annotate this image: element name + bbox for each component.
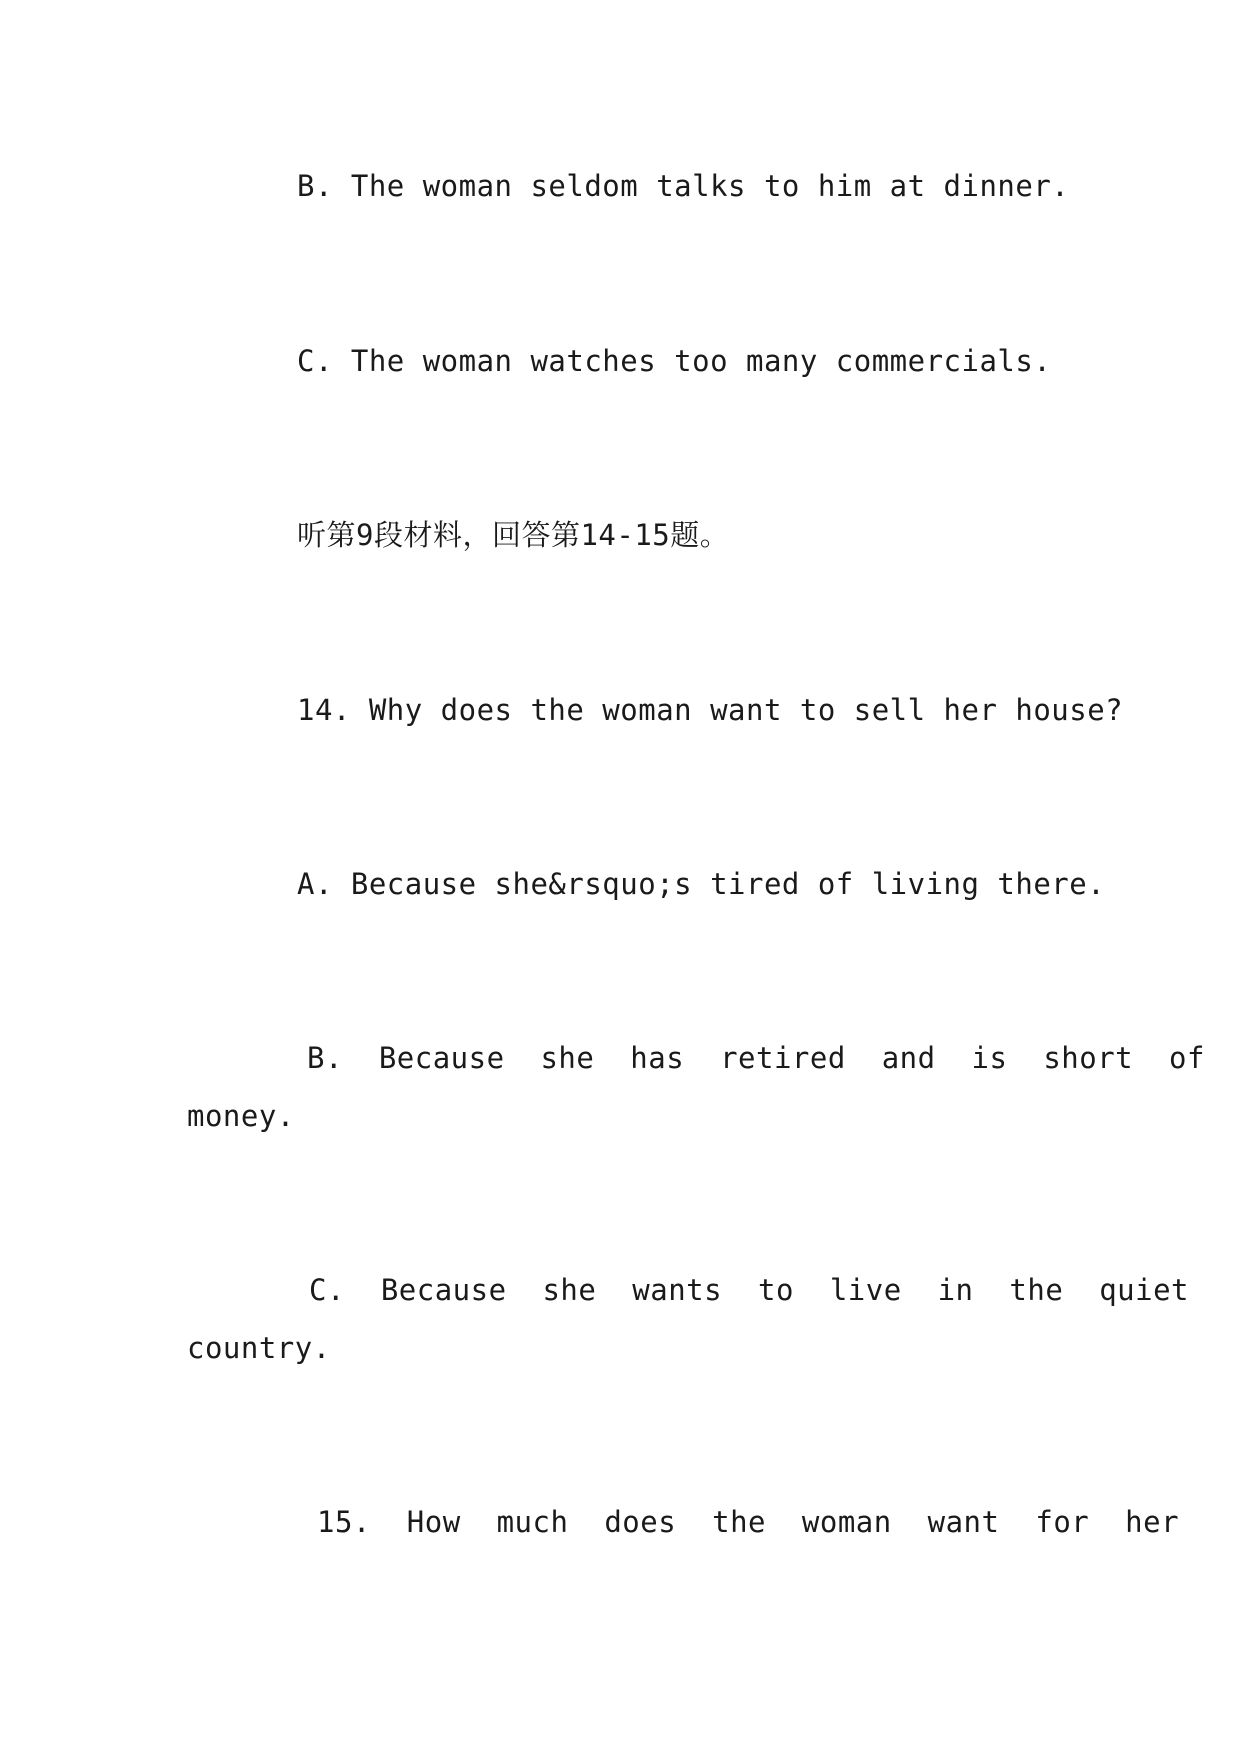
q15-question: 15. How much does the woman want for her <box>317 1505 1180 1539</box>
q14-option-a: A. Because she&rsquo;s tired of living there. <box>297 867 1106 901</box>
q14-question: 14. Why does the woman want to sell her house? <box>297 693 1124 727</box>
section-instruction: 听第9段材料，回答第14-15题。 <box>297 518 730 552</box>
q14-option-c-continued: country. <box>187 1331 331 1365</box>
q14-option-c: C. Because she wants to live in the quiet <box>309 1273 1190 1307</box>
q14-option-b: B. Because she has retired and is short of <box>307 1041 1205 1075</box>
q13-option-b: B. The woman seldom talks to him at dinner. <box>297 169 1070 203</box>
q14-option-b-continued: money. <box>187 1099 295 1133</box>
q13-option-c: C. The woman watches too many commercials. <box>297 344 1052 378</box>
